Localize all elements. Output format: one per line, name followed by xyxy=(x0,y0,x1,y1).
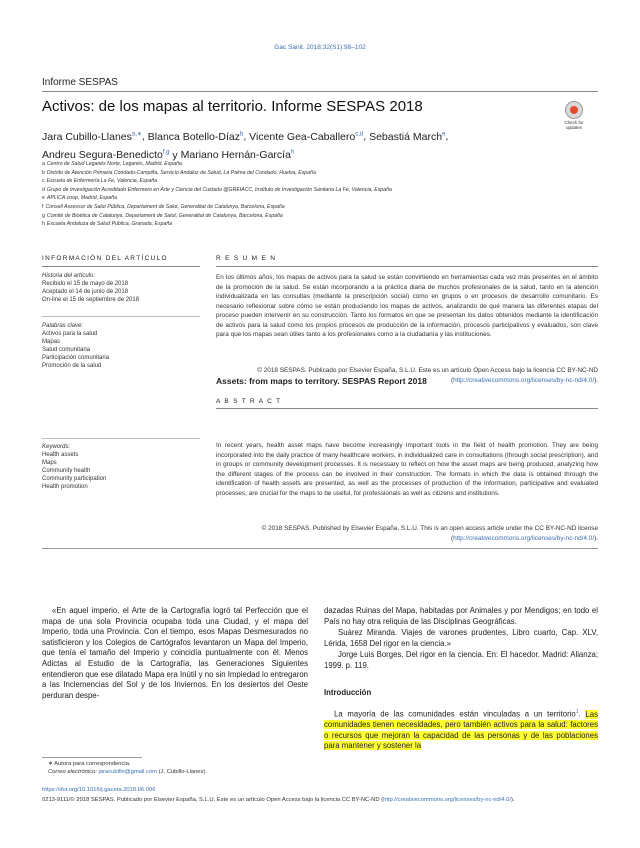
keyword: Participación comunitaria xyxy=(42,355,110,361)
quote-continuation: dazadas Ruinas del Mapa, habitadas por Animales y por Mendigos; en todo el País no hay otra reliquia de las Disciplinas Geográficas. xyxy=(324,606,598,626)
keywords-en: Keywords: Health assets Maps Community health Community participation Health promotion xyxy=(42,443,202,491)
affiliation: c Escuela de Enfermería La Fe, Valencia, España xyxy=(42,178,158,185)
license-link[interactable]: http://creativecommons.org/licenses/by-nc-nd/4.0/ xyxy=(383,797,512,803)
highlighted-text: Las comunidades tienen necesidades, pero también activos para la salud: factores o recursos que mejoran la capacidad de las personas y de las poblaciones para mantener y sostener la xyxy=(324,709,598,751)
header-divider xyxy=(42,91,598,92)
license-statement: 0213-9111/© 2018 SESPAS. Publicado por Elsevier España, S.L.U. Este es un artículo Open Access bajo la licencia CC BY-NC-ND (http://creativecommons.org/licenses/by-nc-nd/4.0/). xyxy=(42,797,515,803)
keyword: Promoción de la salud xyxy=(42,363,102,369)
check-for-updates-button[interactable] xyxy=(556,101,592,129)
email-link[interactable]: jaracubillo@gmail.com xyxy=(98,769,158,775)
article-info-heading: INFORMACIÓN DEL ARTÍCULO xyxy=(42,255,168,262)
quote-reference: Jorge Luis Borges. Del rigor en la ciencia. En: El hacedor. Madrid: Alianza; 1999. p. 119. xyxy=(324,650,598,670)
keyword: Salud comunitaria xyxy=(42,347,91,353)
crossmark-icon xyxy=(565,101,583,119)
keyword: Activos para la salud xyxy=(42,331,98,337)
license-link[interactable]: http://creativecommons.org/licenses/by-nc-nd/4.0/ xyxy=(453,534,595,542)
affiliation: h Escuela Andaluza de Salud Pública, Granada, España xyxy=(42,221,173,228)
resumen-divider xyxy=(216,266,598,267)
author[interactable]: Blanca Botello-Díaz$^b$ xyxy=(147,130,244,143)
author[interactable]: Mariano Hernán-García$^h$ xyxy=(180,149,295,161)
abstract-heading: A B S T R A C T xyxy=(216,398,282,405)
footnote: ∗ Autora para correspondencia. Correo electrónico: jaracubillo@gmail.com (J. Cubillo-Llanes). xyxy=(48,761,207,775)
keyword: Community health xyxy=(42,468,91,474)
quote-reference: Suárez Miranda. Viajes de varones prudentes, Libro cuarto, Cap. XLV, Lérida, 1658 Del rigor en la ciencia.» xyxy=(324,628,598,648)
resumen-copyright: © 2018 SESPAS. Publicado por Elsevier España, S.L.U. Este es un artículo Open Access bajo la licencia CC BY-NC-ND (http://creativecommons.org/licenses/by-nc-nd/4.0/). xyxy=(257,367,598,384)
info-divider xyxy=(42,438,200,439)
affiliation: d Grupo de Investigación Acreditado Enfermero en Arte y Ciencia del Cuidado @GREIACC, Instituto de Investigación Sanitaria La Fe, Valencia, España xyxy=(42,186,392,193)
affiliation: e APLICA coop, Madrid, España xyxy=(42,195,118,202)
english-title: Assets: from maps to territory. SESPAS Report 2018 xyxy=(216,376,427,386)
keyword: Maps xyxy=(42,460,57,466)
author-list: Jara Cubillo-Llanes$^{a,∗}$, Blanca Botello-Díaz$^b$, Vicente Gea-Caballero$^{c,d}$, Sebastiá March$^e$, Andreu Segura-Benedicto$^{f,g}$ y Mariano Hernán-García$^h$ xyxy=(42,130,449,161)
abstract-text: In recent years, health asset maps have become increasingly important tools in the field of health promotion. They are being incorporated into the daily practice of many healthcare workers, in individualized care in consultations (through social prescription), and in groups or community development processes. It is necessary to reflect on how the asset maps are being produced, analyzing how the different stages of the process can be involved in their construction. The formats in which the data is obtained through the identification of health assets are presented, as well as the processes of production of the information, participative and evaluated processes, are crucial for the maps to be useful, for professionals as well as citizens and institutions. xyxy=(216,442,598,497)
article-title: Activos: de los mapas al territorio. Informe SESPAS 2018 xyxy=(42,98,423,115)
affiliation: a Centro de Salud Leganés Norte, Leganés, Madrid, España xyxy=(42,161,182,167)
crossmark-line2: updates xyxy=(565,125,582,130)
author[interactable]: Andreu Segura-Benedicto$^{f,g}$ xyxy=(42,149,170,161)
affiliation: b Distrito de Atención Primaria Condado-Campiña, Servicio Andaluz de Salud, La Palma del Condado, Huelva, España xyxy=(42,169,316,176)
asterisk: ∗ xyxy=(48,761,55,767)
article-history: Historia del artículo: Recibido el 15 de mayo de 2018 Aceptado el 14 de junio de 2018 On-line el 15 de septiembre de 2018 xyxy=(42,273,140,303)
info-divider xyxy=(42,266,200,267)
author[interactable]: Jara Cubillo-Llanes$^{a,∗}$ xyxy=(42,130,142,143)
info-divider xyxy=(42,316,200,317)
keywords-es: Palabras clave: Activos para la salud Mapas Salud comunitaria Participación comunitaria Promoción de la salud xyxy=(42,322,202,370)
keyword: Mapas xyxy=(42,339,61,345)
section-label: Informe SESPAS xyxy=(42,77,118,88)
abstract-end-divider xyxy=(42,548,598,549)
keyword: Health promotion xyxy=(42,484,88,490)
doi-link[interactable]: https://doi.org/10.1016/j.gaceta.2018.06.006 xyxy=(42,787,156,793)
journal-citation[interactable]: Gac Sanit. 2018;32(S1):98–102 xyxy=(274,44,366,51)
affiliations xyxy=(42,160,602,229)
license-link[interactable]: http://creativecommons.org/licenses/by-nc-nd/4.0/ xyxy=(453,376,595,384)
keyword: Community participation xyxy=(42,476,107,482)
author[interactable]: Vicente Gea-Caballero$^{c,d}$ xyxy=(249,130,364,143)
resumen-heading: R E S U M E N xyxy=(216,255,277,262)
abstract-divider xyxy=(216,408,598,409)
affiliation: f Consell Assessor de Salut Pública, Departament de Salut, Generalitat de Catalunya, Barcelona, España xyxy=(42,203,285,210)
resumen-text: En los últimos años, los mapas de activos para la salud se están convirtiendo en herramientas cada vez más presentes en el ámbito de la promoción de la salud. Se están incorporando a la práctica diaria de muchos profesionales de la salud, tanto en la atención individualizada en las consultas (mediante la prescripción social) como en grupos o en procesos de desarrollo comunitario. Es necesario reflexionar sobre cómo se están produciendo los mapas de activos, analizando de qué manera las diferentes etapas del proceso pueden intervenir en su construcción. Tanto los formatos en que se presentan los datos obtenidos mediante la identificación de activos para la salud como los propios procesos de producción de la información, procesos participativos y evaluados, son clave para que los mapas sean útiles tanto a los profesionales como a la ciudadanía y las instituciones. xyxy=(216,274,598,338)
abstract-copyright: © 2018 SESPAS. Published by Elsevier España, S.L.U. This is an open access article under the CC BY-NC-ND license (http://creativecommons.org/licenses/by-nc-nd/4.0/). xyxy=(261,525,598,542)
intro-paragraph: La mayoría de las comunidades están vinculadas a un territorio$^1$. Las comunidades tienen necesidades, pero también activos para la salud: factores o recursos que mejoran la capacidad de las personas y de las poblaciones para mantener y sostener la xyxy=(324,709,598,751)
intro-heading: Introducción xyxy=(324,688,372,697)
borges-quote: «En aquel imperio, el Arte de la Cartografía logró tal Perfección que el mapa de una sola Provincia ocupaba toda una Ciudad, y el mapa del Imperio, toda una Provincia. Con el tiempo, esos Mapas Desmesurados no satisficieron y los Colegios de Cartógrafos levantaron un Mapa del Imperio, que tenía el tamaño del Imperio y coincidía puntualmente con él. Menos Adictas al Estudio de la Cartografía, las Generaciones Siguientes entendieron que ese dilatado Mapa era Inútil y no sin Impiedad lo entregaron a las Inclemencias del Sol y de los Inviernos. En los desiertos del Oeste perduran despe- xyxy=(42,606,308,700)
reference-link[interactable]: 1 xyxy=(575,709,579,715)
affiliation: g Comitè de Bioètica de Catalunya, Departament de Salut, Generalitat de Catalunya, Barcelona, España xyxy=(42,212,283,219)
crossmark-line1: Check for xyxy=(564,120,584,125)
author[interactable]: Sebastiá March$^e$ xyxy=(369,130,446,143)
keyword: Health assets xyxy=(42,452,79,458)
footnote-divider xyxy=(42,757,142,758)
